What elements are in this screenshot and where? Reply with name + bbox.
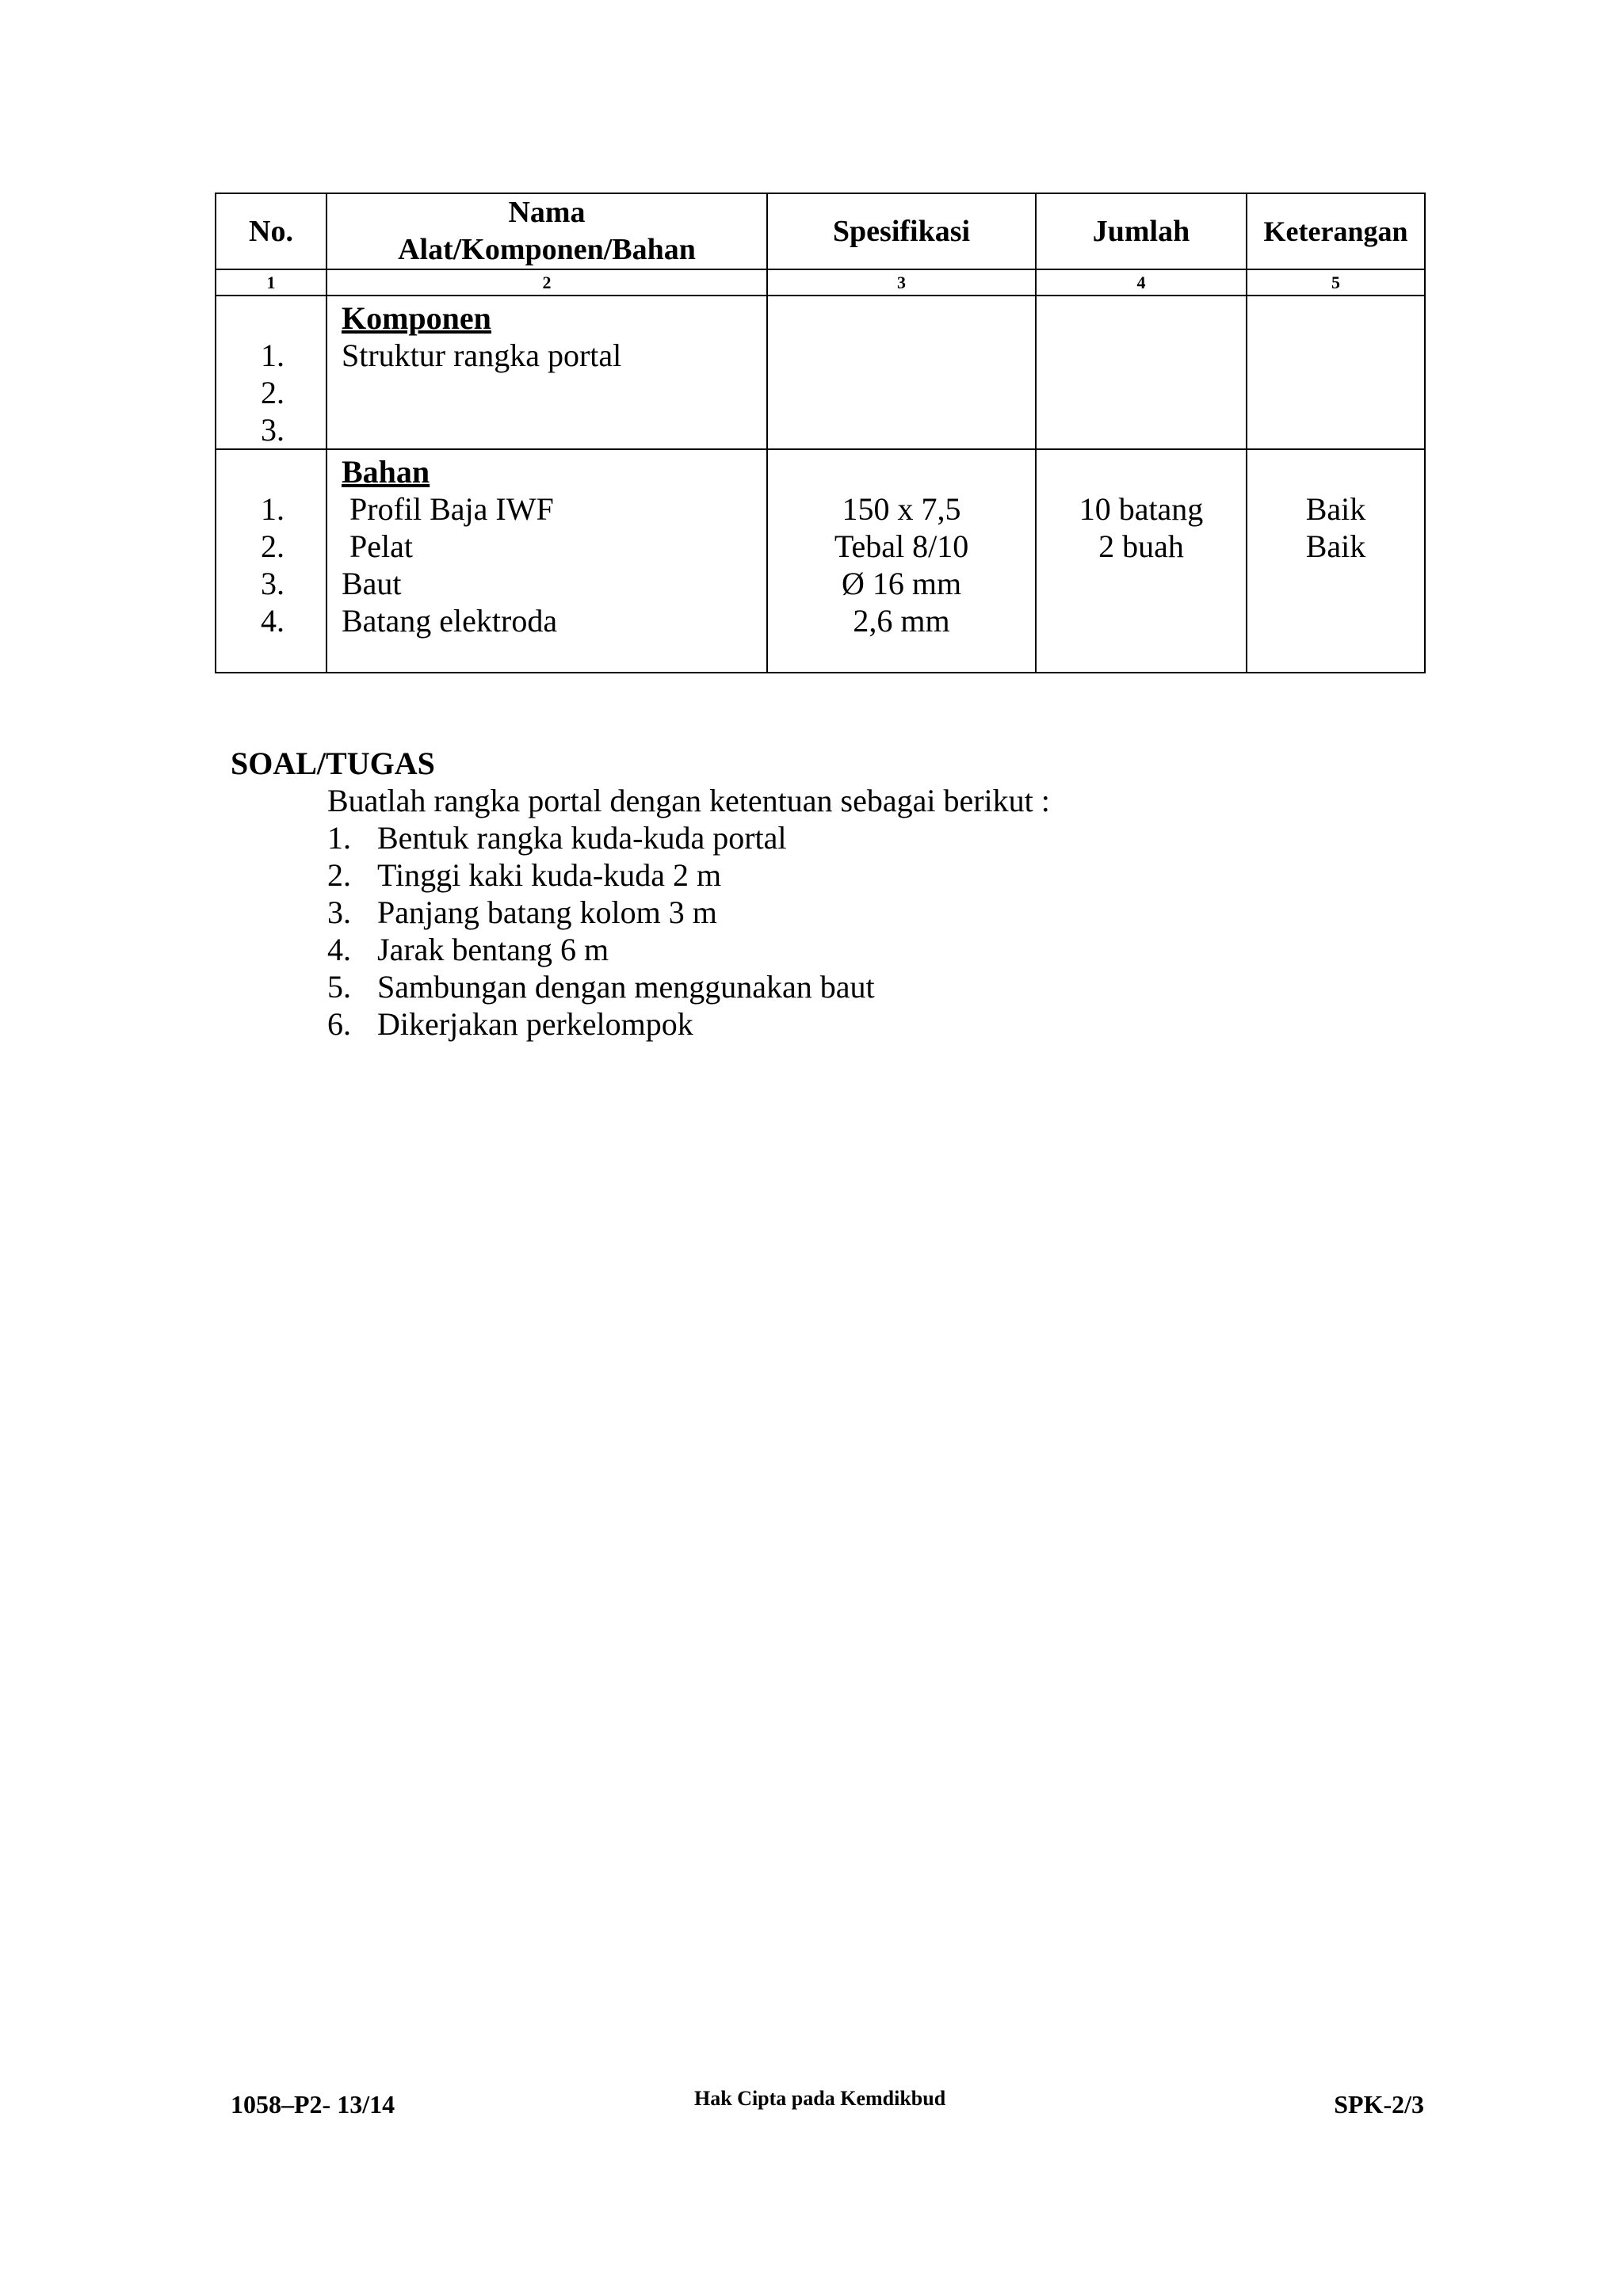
header-jumlah: Jumlah xyxy=(1036,193,1247,269)
spesifikasi-value: 150 x 7,5 xyxy=(842,491,961,527)
bahan-jumlah-cell xyxy=(1036,449,1247,673)
list-item xyxy=(327,931,1419,968)
soal-tugas-section xyxy=(231,745,1419,1043)
list-item-text: Tinggi kaki kuda-kuda 2 m xyxy=(377,857,722,893)
keterangan-value: Baik xyxy=(1305,528,1366,564)
list-item-text: Bentuk rangka kuda-kuda portal xyxy=(377,820,787,856)
footer-copyright: Hak Cipta pada Kemdikbud xyxy=(694,2087,946,2110)
bahan-items-cell xyxy=(327,449,767,673)
bahan-item: Batang elektroda xyxy=(342,603,558,639)
list-item xyxy=(327,856,1419,894)
komponen-numbers-cell xyxy=(216,296,327,449)
row-number: 2. xyxy=(261,528,285,564)
komponen-keterangan-cell xyxy=(1247,296,1425,449)
list-item-number: 4. xyxy=(327,932,351,967)
footer-page-code: SPK-2/3 xyxy=(1334,2090,1424,2119)
row-number: 3. xyxy=(261,412,285,448)
list-item-number: 5. xyxy=(327,969,351,1005)
bahan-section-row xyxy=(216,449,1425,673)
bahan-item: Profil Baja IWF xyxy=(349,491,554,527)
spesifikasi-value: Tebal 8/10 xyxy=(834,528,969,564)
komponen-item: Struktur rangka portal xyxy=(342,338,622,373)
komponen-title: Komponen xyxy=(342,300,491,336)
row-number: 1. xyxy=(261,491,285,527)
komponen-items-cell xyxy=(327,296,767,449)
column-number: 2 xyxy=(327,269,767,296)
soal-list xyxy=(327,819,1419,1043)
list-item-text: Panjang batang kolom 3 m xyxy=(377,894,717,930)
table-header-row xyxy=(216,193,1425,269)
spesifikasi-value: 2,6 mm xyxy=(853,603,950,639)
header-nama-line2: Alat/Komponen/Bahan xyxy=(398,233,696,266)
bahan-keterangan-cell xyxy=(1247,449,1425,673)
komponen-spesifikasi-cell xyxy=(767,296,1036,449)
bahan-numbers-cell xyxy=(216,449,327,673)
column-number: 1 xyxy=(216,269,327,296)
jumlah-value: 10 batang xyxy=(1079,491,1204,527)
bahan-title: Bahan xyxy=(342,454,430,490)
header-nama-line1: Nama xyxy=(508,196,586,229)
column-number: 5 xyxy=(1247,269,1425,296)
header-nama xyxy=(327,193,767,269)
row-number: 1. xyxy=(261,338,285,373)
equipment-table xyxy=(215,193,1426,673)
header-keterangan: Keterangan xyxy=(1247,193,1425,269)
list-item-number: 1. xyxy=(327,820,351,856)
column-number: 4 xyxy=(1036,269,1247,296)
komponen-section-row xyxy=(216,296,1425,449)
row-number: 4. xyxy=(261,603,285,639)
komponen-jumlah-cell xyxy=(1036,296,1247,449)
column-number: 3 xyxy=(767,269,1036,296)
list-item-text: Dikerjakan perkelompok xyxy=(377,1006,693,1042)
soal-intro: Buatlah rangka portal dengan ketentuan sebagai berikut : xyxy=(327,783,1050,818)
bahan-item: Pelat xyxy=(349,528,413,564)
list-item xyxy=(327,819,1419,856)
footer-document-code: 1058–P2- 13/14 xyxy=(231,2090,395,2119)
page-footer xyxy=(231,2087,1424,2126)
list-item-number: 6. xyxy=(327,1006,351,1042)
row-number: 2. xyxy=(261,375,285,410)
keterangan-value: Baik xyxy=(1305,491,1366,527)
bahan-spesifikasi-cell xyxy=(767,449,1036,673)
soal-title: SOAL/TUGAS xyxy=(231,746,435,781)
header-spesifikasi: Spesifikasi xyxy=(767,193,1036,269)
list-item xyxy=(327,1005,1419,1043)
header-no: No. xyxy=(216,193,327,269)
spesifikasi-value: Ø 16 mm xyxy=(841,566,962,601)
bahan-item: Baut xyxy=(342,566,402,601)
list-item-number: 3. xyxy=(327,894,351,930)
column-number-row xyxy=(216,269,1425,296)
list-item-text: Sambungan dengan menggunakan baut xyxy=(377,969,875,1005)
jumlah-value: 2 buah xyxy=(1098,528,1184,564)
row-number: 3. xyxy=(261,566,285,601)
list-item xyxy=(327,894,1419,931)
list-item-number: 2. xyxy=(327,857,351,893)
list-item xyxy=(327,968,1419,1005)
list-item-text: Jarak bentang 6 m xyxy=(377,932,609,967)
